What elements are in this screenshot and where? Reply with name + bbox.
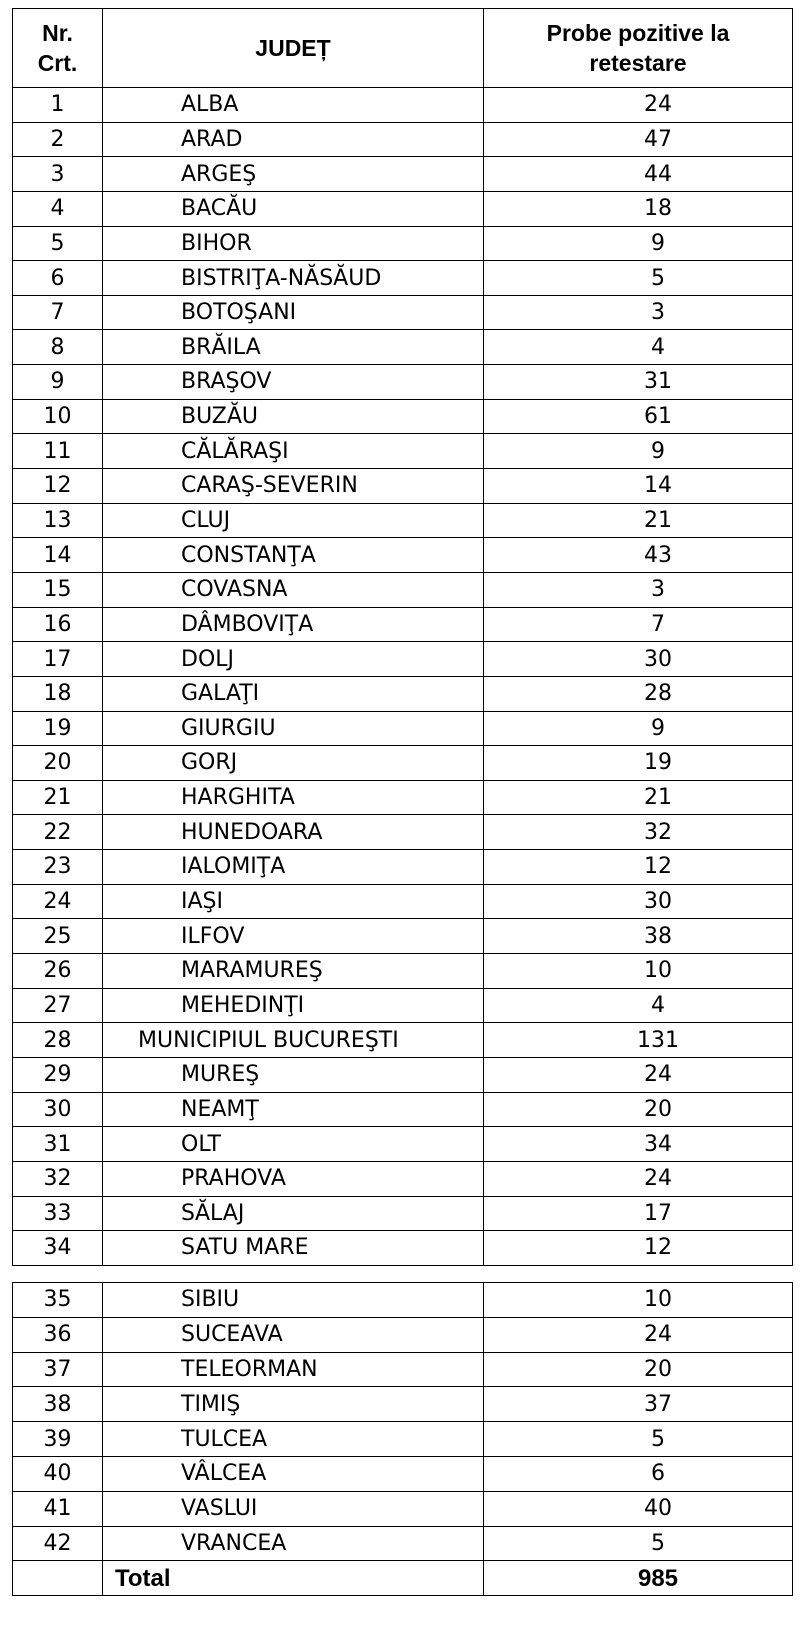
county-name: SUCEAVA [103, 1317, 484, 1352]
row-number: 10 [13, 399, 103, 434]
table-row [13, 1127, 793, 1162]
county-name: BACĂU [103, 191, 484, 226]
county-name: BRAŞOV [103, 365, 484, 400]
table-row [13, 122, 793, 157]
header-row [13, 9, 793, 88]
county-name: HARGHITA [103, 780, 484, 815]
table-row [13, 850, 793, 885]
table-row [13, 642, 793, 677]
county-name: VASLUI [103, 1491, 484, 1526]
county-name: VRANCEA [103, 1526, 484, 1561]
row-number: 9 [13, 365, 103, 400]
table-row [13, 1283, 793, 1318]
positive-samples-count: 37 [484, 1387, 793, 1422]
county-name: SIBIU [103, 1283, 484, 1318]
positive-samples-count: 131 [484, 1023, 793, 1058]
county-name: DOLJ [103, 642, 484, 677]
positive-samples-count: 9 [484, 434, 793, 469]
table-row [13, 1161, 793, 1196]
row-number: 38 [13, 1387, 103, 1422]
positive-samples-count: 5 [484, 1526, 793, 1561]
row-number: 31 [13, 1127, 103, 1162]
table-row [13, 572, 793, 607]
table-row [13, 1057, 793, 1092]
header-probe-pozitive: Probe pozitive la retestare [484, 9, 793, 88]
row-number: 26 [13, 954, 103, 989]
table-row [13, 191, 793, 226]
positive-samples-count: 4 [484, 330, 793, 365]
row-number: 19 [13, 711, 103, 746]
county-name: VÂLCEA [103, 1456, 484, 1491]
county-name: ALBA [103, 88, 484, 123]
table-row [13, 88, 793, 123]
positive-samples-count: 10 [484, 1283, 793, 1318]
positive-samples-count: 34 [484, 1127, 793, 1162]
positive-samples-count: 12 [484, 850, 793, 885]
table-row [13, 954, 793, 989]
row-number: 28 [13, 1023, 103, 1058]
county-name: ILFOV [103, 919, 484, 954]
county-name: BRĂILA [103, 330, 484, 365]
row-number: 4 [13, 191, 103, 226]
results-table-part-1 [12, 8, 793, 1266]
positive-samples-count: 43 [484, 538, 793, 573]
table-row [13, 711, 793, 746]
county-name: BIHOR [103, 226, 484, 261]
table-row [13, 1023, 793, 1058]
table-row [13, 434, 793, 469]
positive-samples-count: 28 [484, 676, 793, 711]
header-judet: JUDEȚ [103, 9, 484, 88]
county-name: GALAŢI [103, 676, 484, 711]
row-number: 23 [13, 850, 103, 885]
table-row [13, 226, 793, 261]
row-number: 2 [13, 122, 103, 157]
table-row [13, 469, 793, 504]
positive-samples-count: 12 [484, 1231, 793, 1266]
row-number: 8 [13, 330, 103, 365]
row-number: 37 [13, 1352, 103, 1387]
positive-samples-count: 30 [484, 884, 793, 919]
row-number: 3 [13, 157, 103, 192]
table-row [13, 1231, 793, 1266]
table-row [13, 607, 793, 642]
row-number: 29 [13, 1057, 103, 1092]
positive-samples-count: 5 [484, 261, 793, 296]
total-label: Total [103, 1561, 484, 1596]
total-value: 985 [484, 1561, 793, 1596]
county-name: PRAHOVA [103, 1161, 484, 1196]
row-number: 14 [13, 538, 103, 573]
positive-samples-count: 6 [484, 1456, 793, 1491]
positive-samples-count: 44 [484, 157, 793, 192]
row-number: 39 [13, 1422, 103, 1457]
row-number: 22 [13, 815, 103, 850]
table-row [13, 503, 793, 538]
table-row [13, 1422, 793, 1457]
table-row [13, 1352, 793, 1387]
positive-samples-count: 3 [484, 572, 793, 607]
positive-samples-count: 14 [484, 469, 793, 504]
positive-samples-count: 3 [484, 295, 793, 330]
row-number: 1 [13, 88, 103, 123]
positive-samples-count: 18 [484, 191, 793, 226]
table-row [13, 330, 793, 365]
row-number: 40 [13, 1456, 103, 1491]
table-row [13, 815, 793, 850]
county-name: TELEORMAN [103, 1352, 484, 1387]
positive-samples-count: 30 [484, 642, 793, 677]
positive-samples-count: 24 [484, 1161, 793, 1196]
county-name: GORJ [103, 746, 484, 781]
row-number: 11 [13, 434, 103, 469]
county-name: DÂMBOVIŢA [103, 607, 484, 642]
table-row [13, 1491, 793, 1526]
row-number: 41 [13, 1491, 103, 1526]
positive-samples-count: 24 [484, 1317, 793, 1352]
county-name: MEHEDINŢI [103, 988, 484, 1023]
row-number: 25 [13, 919, 103, 954]
positive-samples-count: 4 [484, 988, 793, 1023]
table-row [13, 919, 793, 954]
county-name: COVASNA [103, 572, 484, 607]
county-name: CĂLĂRAŞI [103, 434, 484, 469]
total-empty-cell [13, 1561, 103, 1596]
county-name: ARAD [103, 122, 484, 157]
county-name: BUZĂU [103, 399, 484, 434]
positive-samples-count: 20 [484, 1352, 793, 1387]
positive-samples-count: 9 [484, 711, 793, 746]
table-row [13, 261, 793, 296]
county-name: MUNICIPIUL BUCUREŞTI [103, 1023, 484, 1058]
row-number: 20 [13, 746, 103, 781]
positive-samples-count: 21 [484, 503, 793, 538]
county-name: TULCEA [103, 1422, 484, 1457]
positive-samples-count: 5 [484, 1422, 793, 1457]
county-name: OLT [103, 1127, 484, 1162]
positive-samples-count: 24 [484, 1057, 793, 1092]
positive-samples-count: 47 [484, 122, 793, 157]
county-name: SĂLAJ [103, 1196, 484, 1231]
positive-samples-count: 38 [484, 919, 793, 954]
row-number: 32 [13, 1161, 103, 1196]
table-row [13, 1387, 793, 1422]
county-name: BISTRIŢA-NĂSĂUD [103, 261, 484, 296]
table-row [13, 1317, 793, 1352]
county-name: CONSTANŢA [103, 538, 484, 573]
row-number: 6 [13, 261, 103, 296]
table-row [13, 157, 793, 192]
row-number: 17 [13, 642, 103, 677]
table-row [13, 399, 793, 434]
positive-samples-count: 9 [484, 226, 793, 261]
row-number: 24 [13, 884, 103, 919]
table-row [13, 988, 793, 1023]
positive-samples-count: 17 [484, 1196, 793, 1231]
row-number: 34 [13, 1231, 103, 1266]
total-row [13, 1561, 793, 1596]
positive-samples-count: 7 [484, 607, 793, 642]
table-row [13, 746, 793, 781]
positive-samples-count: 21 [484, 780, 793, 815]
table-row [13, 1456, 793, 1491]
positive-samples-count: 19 [484, 746, 793, 781]
positive-samples-count: 31 [484, 365, 793, 400]
county-name: SATU MARE [103, 1231, 484, 1266]
positive-samples-count: 40 [484, 1491, 793, 1526]
county-name: IALOMIŢA [103, 850, 484, 885]
table-row [13, 365, 793, 400]
row-number: 7 [13, 295, 103, 330]
row-number: 42 [13, 1526, 103, 1561]
table-row [13, 1196, 793, 1231]
results-table-part-2 [12, 1282, 793, 1596]
county-name: MARAMUREŞ [103, 954, 484, 989]
county-name: ARGEŞ [103, 157, 484, 192]
row-number: 30 [13, 1092, 103, 1127]
table-row [13, 295, 793, 330]
row-number: 36 [13, 1317, 103, 1352]
county-name: HUNEDOARA [103, 815, 484, 850]
county-name: CLUJ [103, 503, 484, 538]
positive-samples-count: 61 [484, 399, 793, 434]
row-number: 13 [13, 503, 103, 538]
positive-samples-count: 20 [484, 1092, 793, 1127]
row-number: 27 [13, 988, 103, 1023]
row-number: 33 [13, 1196, 103, 1231]
county-name: MUREŞ [103, 1057, 484, 1092]
positive-samples-count: 32 [484, 815, 793, 850]
table-row [13, 884, 793, 919]
row-number: 16 [13, 607, 103, 642]
positive-samples-count: 24 [484, 88, 793, 123]
row-number: 5 [13, 226, 103, 261]
table-row [13, 1092, 793, 1127]
table-row [13, 676, 793, 711]
row-number: 35 [13, 1283, 103, 1318]
header-nr-crt: Nr. Crt. [13, 9, 103, 88]
county-name: IAŞI [103, 884, 484, 919]
county-name: NEAMŢ [103, 1092, 484, 1127]
positive-samples-count: 10 [484, 954, 793, 989]
county-name: CARAŞ-SEVERIN [103, 469, 484, 504]
county-name: TIMIŞ [103, 1387, 484, 1422]
row-number: 15 [13, 572, 103, 607]
county-name: GIURGIU [103, 711, 484, 746]
table-row [13, 780, 793, 815]
row-number: 21 [13, 780, 103, 815]
table-row [13, 538, 793, 573]
row-number: 12 [13, 469, 103, 504]
table-row [13, 1526, 793, 1561]
row-number: 18 [13, 676, 103, 711]
county-name: BOTOŞANI [103, 295, 484, 330]
